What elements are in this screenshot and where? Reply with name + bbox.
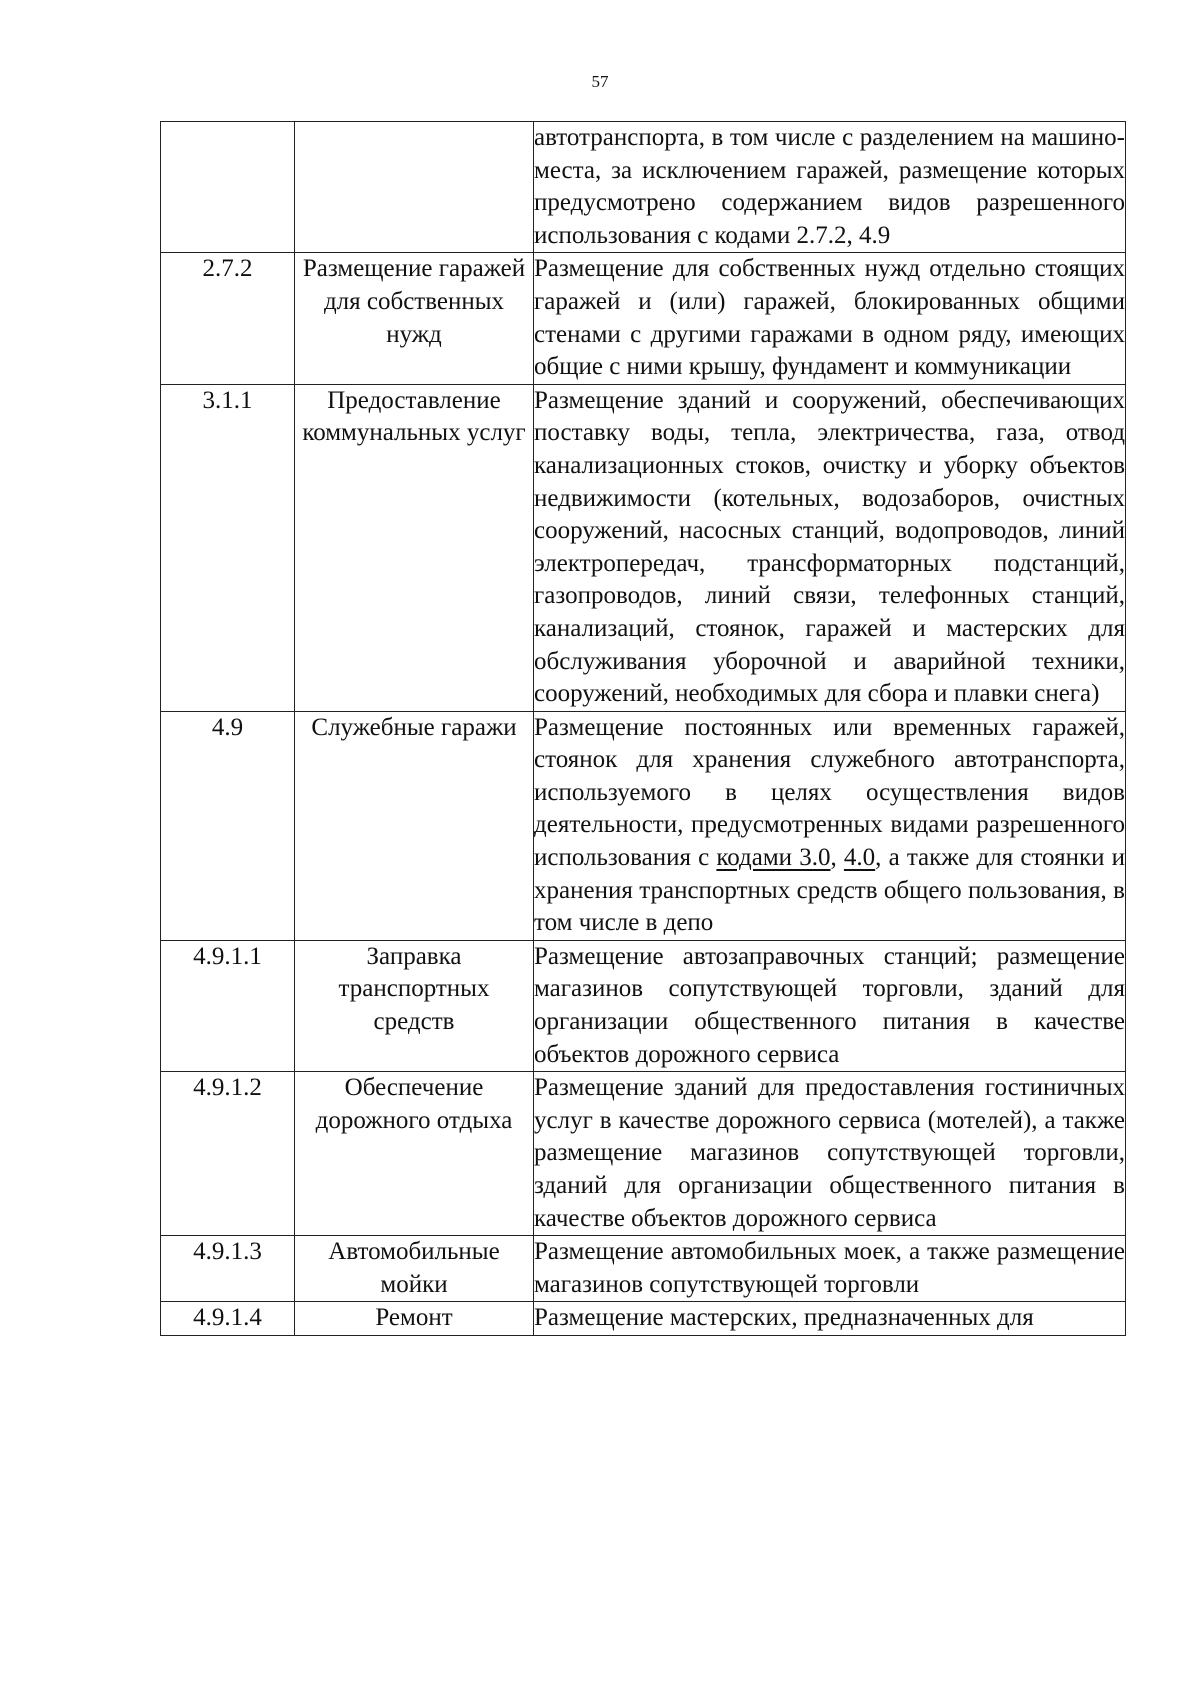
- row-name: Служебные гаражи: [295, 711, 534, 940]
- table-row: [161, 940, 1126, 1071]
- row-description: Размещение зданий и сооружений, обеспечивающих поставку воды, тепла, электричества, газа, отвод канализационных стоков, очистку и уборку объектов недвижимости (котельных, водозаборов, очистных сооружений, насосных станций, водопроводов, линий электропередач, трансформаторных подстанций, газопроводов, линий связи, телефонных станций, канализаций, стоянок, гаражей и мастерских для обслуживания уборочной и аварийной техники, сооружений, необходимых для сбора и плавки снега): [534, 384, 1126, 711]
- table-row: [161, 1302, 1126, 1336]
- description-separator: ,: [830, 844, 844, 872]
- row-name: Заправка транспортных средств: [295, 940, 534, 1071]
- row-name: Размещение гаражей для собственных нужд: [295, 253, 534, 384]
- table-row: [161, 384, 1126, 711]
- row-code: 4.9.1.4: [161, 1302, 295, 1336]
- table-row: [161, 253, 1126, 384]
- table-row: [161, 711, 1126, 940]
- row-name: Ремонт: [295, 1302, 534, 1336]
- description-text-after: , а также для стоянки и хранения транспортных средств общего пользования, в том числе в депо: [534, 844, 1126, 937]
- row-name: Предоставление коммунальных услуг: [295, 384, 534, 711]
- row-code: [161, 122, 295, 253]
- row-description: Размещение для собственных нужд отдельно стоящих гаражей и (или) гаражей, блокированных общими стенами с другими гаражами в одном ряду, имеющих общие с ними крышу, фундамент и коммуникации: [534, 253, 1126, 384]
- row-name: Автомобильные мойки: [295, 1236, 534, 1302]
- row-code: 4.9.1.2: [161, 1072, 295, 1236]
- row-code: 3.1.1: [161, 384, 295, 711]
- row-description: [534, 711, 1126, 940]
- row-code: 4.9.1.3: [161, 1236, 295, 1302]
- table-row: [161, 1072, 1126, 1236]
- table-row: [161, 1236, 1126, 1302]
- description-text-before: Размещение постоянных или временных гаражей, стоянок для хранения служебного автотранспорта, используемого в целях осуществления видов деятельности, предусмотренных видами разрешенного использования с: [534, 713, 1125, 872]
- row-code: 4.9.1.1: [161, 940, 295, 1071]
- row-code: 2.7.2: [161, 253, 295, 384]
- row-description: Размещение зданий для предоставления гостиничных услуг в качестве дорожного сервиса (мотелей), а также размещение магазинов сопутствующей торговли, зданий для организации общественного питания в качестве объектов дорожного сервиса: [534, 1072, 1126, 1236]
- row-description: Размещение автомобильных моек, а также размещение магазинов сопутствующей торговли: [534, 1236, 1126, 1302]
- table-row: [161, 122, 1126, 253]
- code-link[interactable]: кодами 3.0: [716, 844, 831, 872]
- page-number: 57: [591, 72, 609, 91]
- land-use-table: [160, 121, 1126, 1336]
- row-name: [295, 122, 534, 253]
- code-link[interactable]: 4.0: [843, 844, 876, 872]
- row-description: автотранспорта, в том числе с разделением на машино-места, за исключением гаражей, размещение которых предусмотрено содержанием видов разрешенного использования с кодами 2.7.2, 4.9: [534, 122, 1126, 253]
- row-description: Размещение автозаправочных станций; размещение магазинов сопутствующей торговли, зданий для организации общественного питания в качестве объектов дорожного сервиса: [534, 940, 1126, 1071]
- row-name: Обеспечение дорожного отдыха: [295, 1072, 534, 1236]
- row-code: 4.9: [161, 711, 295, 940]
- row-description: Размещение мастерских, предназначенных для: [534, 1302, 1126, 1336]
